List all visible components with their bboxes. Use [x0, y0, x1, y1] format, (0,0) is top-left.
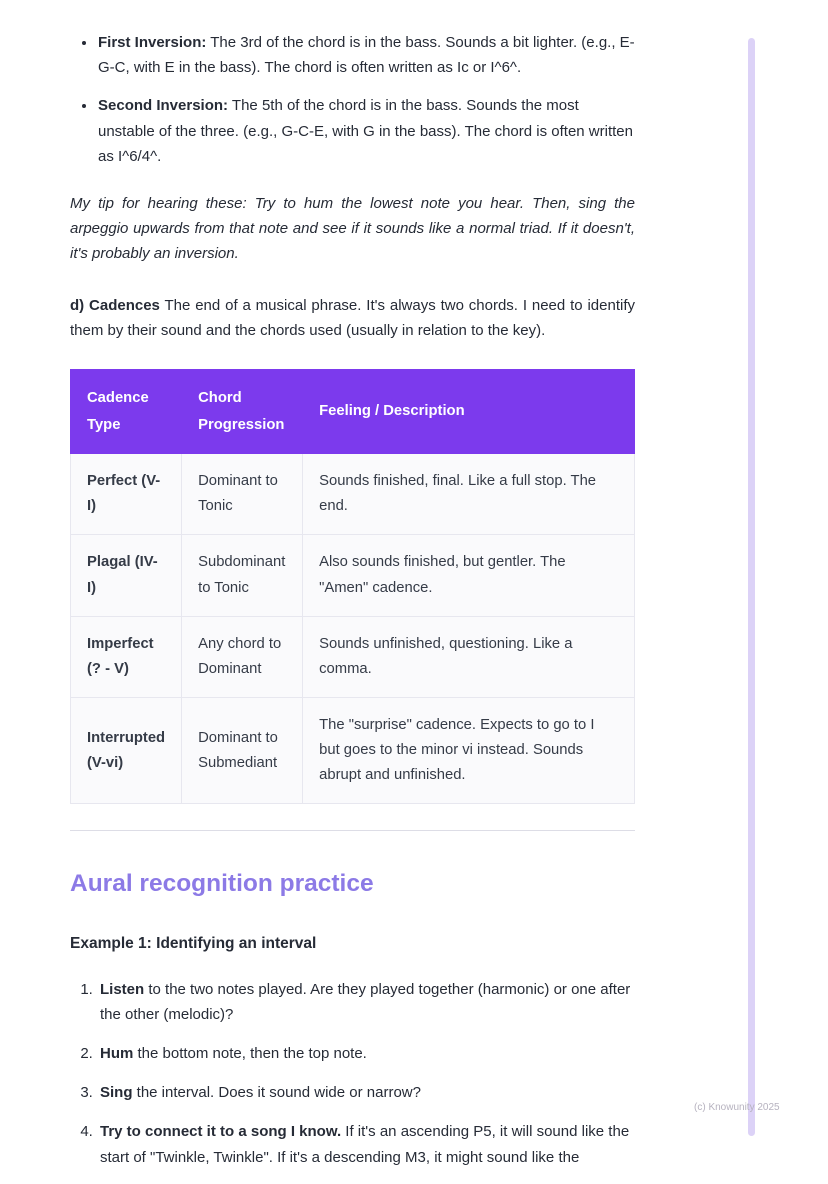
cadence-table [70, 369, 635, 805]
tip-paragraph: My tip for hearing these: Try to hum the lowest note you hear. Then, sing the arpeggio upwards from that note and see if it sounds like a normal triad. If it doesn't, it's probably an inversion. [70, 194, 635, 263]
inversion-list [70, 30, 635, 169]
cadences-intro-text: The end of a musical phrase. It's always two chords. I need to identify them by their sound and the chords used (usually in relation to the key). [70, 296, 635, 339]
step-item-listen [97, 977, 635, 1027]
steps-list [70, 977, 635, 1170]
cell-cadence-type: Plagal (IV-I) [71, 535, 182, 616]
cell-progression: Dominant to Tonic [182, 454, 303, 535]
cadences-intro-lead: d) Cadences [70, 296, 160, 314]
cell-progression: Subdominant to Tonic [182, 535, 303, 616]
document-page [70, 30, 635, 1184]
cell-cadence-type: Imperfect (? - V) [71, 616, 182, 697]
list-item-text: The 5th of the chord is in the bass. Sounds the most unstable of the three. (e.g., G-C-E, with G in the bass). The chord is often written as I^6/4^. [98, 97, 633, 165]
column-header-chord-progression: Chord Progression [182, 369, 303, 453]
cell-cadence-type: Interrupted (V-vi) [71, 697, 182, 803]
step-item-sing [97, 1080, 635, 1105]
step-text: to the two notes played. Are they played together (harmonic) or one after the other (melodic)? [100, 980, 631, 1023]
table-row [71, 535, 635, 616]
cadences-intro-paragraph [70, 293, 635, 343]
table-header-row [71, 369, 635, 453]
step-lead: Sing [100, 1084, 133, 1102]
table-row [71, 697, 635, 803]
step-text: the bottom note, then the top note. [133, 1044, 367, 1062]
table-row [71, 454, 635, 535]
example-title: Example 1: Identifying an interval [70, 934, 317, 952]
step-item-hum [97, 1041, 635, 1066]
list-item-lead: Second Inversion: [98, 97, 229, 115]
cell-description: The "surprise" cadence. Expects to go to I but goes to the minor vi instead. Sounds abrupt and unfinished. [303, 697, 635, 803]
section-heading: Aural recognition practice [70, 870, 374, 898]
step-lead: Hum [100, 1044, 134, 1062]
step-lead: Try to connect it to a song I know. [100, 1123, 342, 1141]
step-text: If it's an ascending P5, it will sound like the start of "Twinkle, Twinkle". If it's a descending M3, it might sound like the [100, 1123, 630, 1166]
column-header-feeling-description: Feeling / Description [303, 369, 635, 453]
cell-description: Sounds finished, final. Like a full stop. The end. [303, 454, 635, 535]
cell-progression: Dominant to Submediant [182, 697, 303, 803]
section-divider [70, 830, 635, 831]
list-item-second-inversion [97, 93, 635, 169]
copyright-footer: (c) Knowunity 2025 [694, 1102, 780, 1113]
page-edge-decoration [748, 38, 755, 1136]
cell-progression: Any chord to Dominant [182, 616, 303, 697]
table-row [71, 616, 635, 697]
list-item-text: The 3rd of the chord is in the bass. Sounds a bit lighter. (e.g., E-G-C, with E in the bass). The chord is often written as Ic or I^6^. [98, 34, 635, 77]
step-item-connect-song [97, 1119, 635, 1169]
cell-cadence-type: Perfect (V-I) [71, 454, 182, 535]
cell-description: Sounds unfinished, questioning. Like a comma. [303, 616, 635, 697]
step-lead: Listen [100, 980, 145, 998]
list-item-lead: First Inversion: [98, 34, 207, 51]
cell-description: Also sounds finished, but gentler. The "Amen" cadence. [303, 535, 635, 616]
step-text: the interval. Does it sound wide or narrow? [132, 1084, 421, 1102]
column-header-cadence-type: Cadence Type [71, 369, 182, 453]
list-item-first-inversion [97, 30, 635, 80]
